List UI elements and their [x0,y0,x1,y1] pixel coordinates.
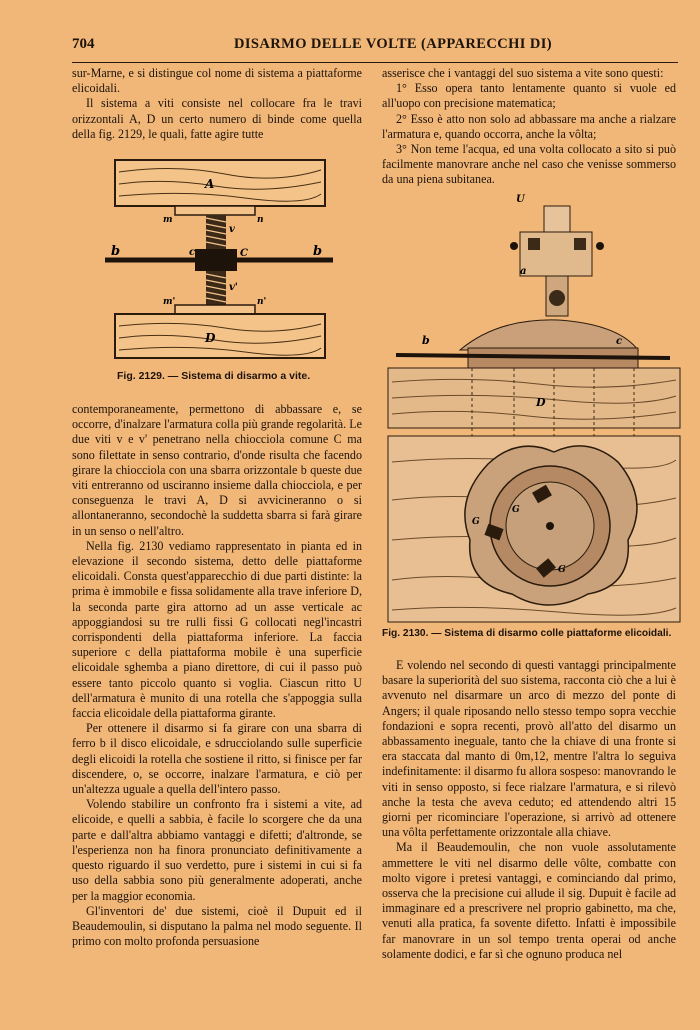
fig-label: A [205,177,215,191]
paragraph: E volendo nel secondo di questi vantaggi principalmente basare la superiorità del suo sistema, racconta ciò che a lui è avvenuto nel disarmare un arco di mezzo del ponte di Angers; il quale riposando nello stesso tempo sopra vecchie fondazioni e sopra recenti, provò all'atto del disarmo un abbassamento ineguale, tanto che la chiave di una fronte si era staccata dal manto di 0m,12, mentre l'altra lo seguiva indefinitamente: il disarmo fu allora sospeso: manovrando le viti in senso opposto, si fece rialzare l'armatura, e si rilevò anche la testa che aveva ceduto; ed attendendo altri 15 giorni per ricominciare l'operazione, si arrivò ad ottenere una vôlta perfettamente orizzontale alla chiave. [382,658,676,840]
header-rule [72,62,678,63]
fig-label: n' [257,297,267,307]
paragraph: Il sistema a viti consiste nel collocare fra le travi orizzontali A, D un certo numero di binde come quella della fig. 2129, le quali, fatte agire tutte [72,96,362,141]
fig-label: b [111,244,121,259]
fig-label: v' [229,282,238,293]
fig-label: G [472,517,480,527]
fig-label: c [616,336,623,347]
paragraph: sur-Marne, e si distingue col nome di sistema a piattaforme elicoidali. [72,66,362,96]
figure-2130-caption: Fig. 2130. — Sistema di disarmo colle piattaforme elicoidali. [382,628,672,639]
figure-2129 [105,152,335,362]
list-item: 1° Esso opera tanto lentamente quanto si vuole ed all'uopo con precisione matematica; [382,81,676,111]
fig-label: U [516,194,525,205]
fig-label: b [313,244,323,259]
left-column-top [72,66,362,142]
paragraph: Nella fig. 2130 vediamo rappresentato in pianta ed in elevazione il secondo sistema, detto delle piattaforme elicoidali. Consta quest'apparecchio di due parti distinte: la prima è immobile e fissa solidamente alla trave inferiore D, la seconda parte gira attorno ad un asse verticale ac appoggiandosi su tre rulli fissi G collocati negl'incastri corrispondenti della piattaforma inferiore. La faccia superiore c della piattaforma mobile è una superficie elicoidale sghemba a piano direttore, di cui il passo può essere tanto piccolo quanto si voglia. Ciascun ritto U dell'armatura è munito di una rotella che s'appoggia sulla faccia elicoidale della piattaforma girante. [72,538,362,721]
running-header [72,36,672,58]
left-column-bottom [72,402,362,949]
fig-label: D [536,396,546,409]
fig-label: n [257,215,264,225]
fig-label: G [558,565,566,575]
paragraph: contemporaneamente, permettono di abbassare e, se occorre, d'inalzare l'armatura colla più grande regolarità. Le due viti v e v' penetrano nella chiocciola comune C ma sono filettate in senso contrario, d'onde risulta che facendo girare la chiocciola con una sbarra orizzontale b queste due viti entreranno od usciranno insieme dalla chiocciola, e per conseguenza le travi A, D si avvicineranno o si allontaneranno, secondochè la suddetta sbarra si farà girare in un senso o nell'altro. [72,402,362,538]
fig-label: D [205,331,216,345]
right-column-bottom [382,658,676,962]
fig-label: m' [163,297,176,307]
fig-label: m [163,215,173,225]
fig-label: a [520,266,527,277]
fig-label: c [189,247,196,258]
paragraph: Per ottenere il disarmo si fa girare con una sbarra di ferro b il disco elicoidale, e sdrucciolando sulle superficie degli elicoidi la rotella che sostiene il ritto, si finisce per far discendere, o, se occorre, inalzare l'armatura, e ciò per un'altezza uguale a quella dell'intero passo. [72,721,362,797]
fig-label: G [512,505,520,515]
page-number: 704 [72,36,95,52]
figure-2129-caption: Fig. 2129. — Sistema di disarmo a vite. [117,370,311,382]
running-title: DISARMO DELLE VOLTE (APPARECCHI DI) [234,36,552,52]
paragraph: Ma il Beaudemoulin, che non vuole assolutamente ammettere le viti nel disarmo delle vôlte, combatte con molto vigore i pretesi vantaggi, e cominciando dal primo, osserva che la precisione cui allude il sig. Dupuit è facile ad immaginare ed a prescrivere nel proprio gabinetto, ma che, venuti alla pratica, fa sovente difetto. Infatti è impossibile far manovrare in un sol tempo trenta operai od anche solamente dodici, e far sì che ognuno produca nel [382,840,676,961]
figure-2130 [388,194,680,622]
helicoidal-platform-drawing [388,194,680,622]
screw-jack-drawing [105,152,335,362]
fig-label: v [229,224,235,235]
paragraph: Gl'inventori de' due sistemi, cioè il Dupuit ed il Beaudemoulin, si disputano la palma nel modo seguente. Il primo con molto profonda persuasione [72,903,362,949]
fig-label: C [240,248,248,259]
fig-label: b [422,334,430,347]
paragraph: asserisce che i vantaggi del suo sistema a vite sono questi: [382,66,664,80]
right-column-top [382,66,676,188]
list-item: 2° Esso è atto non solo ad abbassare ma anche a rialzare l'armatura e, quando occorra, anche la vôlta; [382,111,676,141]
paragraph: Volendo stabilire un confronto fra i sistemi a vite, ad elicoide, e quelli a sabbia, è facile lo scorgere che da una parte e dall'altra abbiamo vantaggi e difetti; d'altronde, se l'esperienza non ha finora pronunciato definitivamente a questo riguardo il suo verdetto, pure i sistemi in cui si fa uso della sabbia sono più generalmente adoperati, anche per la maggior economia. [72,797,362,903]
list-item: 3° Non teme l'acqua, ed una volta collocato a sito si può facilmente manovrare anche nel caso che venisse sommerso da una piena subitanea. [382,142,676,187]
